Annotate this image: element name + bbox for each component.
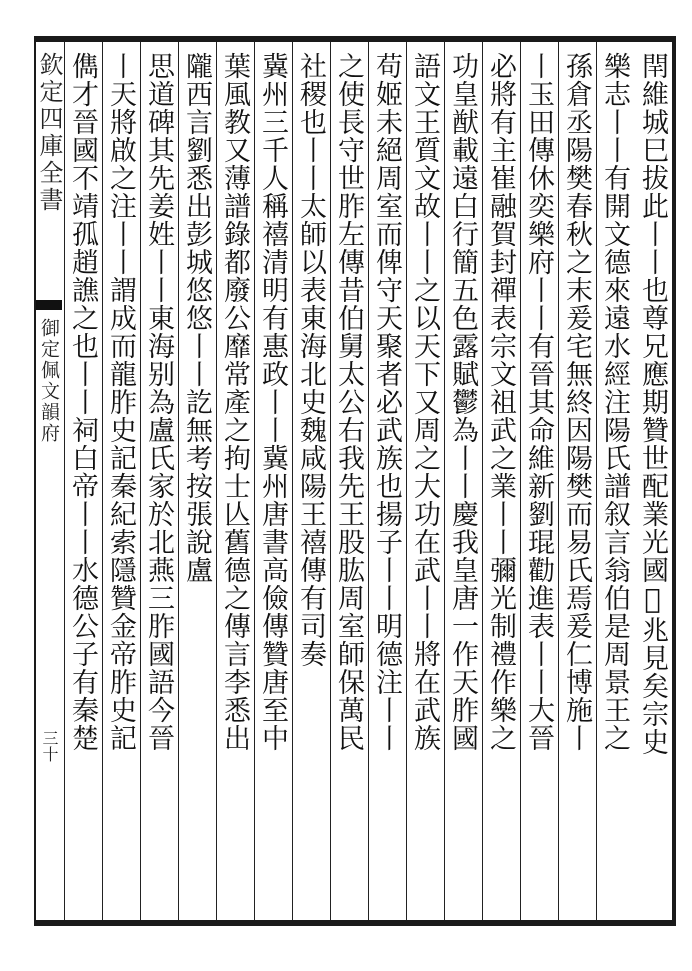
- text-column: 葉風教又薄譜錄都廢公靡常產之拘士亾舊德之傳言李悉出: [219, 52, 250, 752]
- page-frame-bottom: [34, 920, 676, 926]
- book-subtitle: 御定佩文韻府: [38, 318, 60, 444]
- text-column: 功皇猷載遠白行簡五色露賦鬱為丨丨慶我皇唐一作天胙國: [447, 52, 478, 752]
- text-column: 隴西言劉悉出彭城悠悠丨丨訖無考按張說盧: [181, 52, 212, 584]
- text-column: 儁才晉國不靖孤趙譙之也丨丨祠白帝丨丨水德公子有秦楚: [67, 52, 98, 752]
- page-frame-top: [34, 36, 676, 42]
- page-number: 三十: [40, 730, 59, 762]
- text-column: 丨天將啟之注丨丨謂成而龍胙史記秦紀索隱贊金帝胙史記: [105, 52, 136, 752]
- text-column: 冀州三千人稱禧清明有惠政丨丨冀州唐書高儉傳贊唐至中: [257, 52, 288, 752]
- fish-tail-mark: [36, 300, 62, 310]
- text-column: 樂志丨丨有開文德來遠水經注陽氏譜叙言翁伯是周景王之: [599, 52, 630, 752]
- text-column: 孫倉丞陽樊春秋之末爰宅無終因陽樊而易氏焉爰仁博施丨: [561, 52, 592, 752]
- text-column: 丨玉田傳休奕樂府丨丨有晉其命維新劉琨勸進表丨丨大晉: [523, 52, 554, 752]
- text-column: 語文王質文故丨丨之以天下又周之大功在武丨丨將在武族: [409, 52, 440, 752]
- text-column: 社稷也丨丨太師以表東海北史魏咸陽王禧傳有司奏: [295, 52, 326, 668]
- text-column: 閈維城巳拔此丨丨也尊兄應期贊世配業光國𩲸兆見矣宗史: [637, 52, 668, 756]
- page-frame-right: [672, 36, 676, 926]
- text-column: 苟姬未絕周室而俾守天聚者必武族也揚子丨丨明德注丨丨: [371, 52, 402, 752]
- text-column: 思道碑其先姜姓丨丨東海别為盧氏家於北燕三胙國語今晉: [143, 52, 174, 752]
- book-title: 欽定四庫全書: [35, 52, 63, 214]
- text-column: 必將有主崔融賀封禪表宗文祖武之業丨丨彌光制禮作樂之: [485, 52, 516, 752]
- text-column: 之使長守世胙左傳昔伯舅太公右我先王股肱周室師保萬民: [333, 52, 364, 752]
